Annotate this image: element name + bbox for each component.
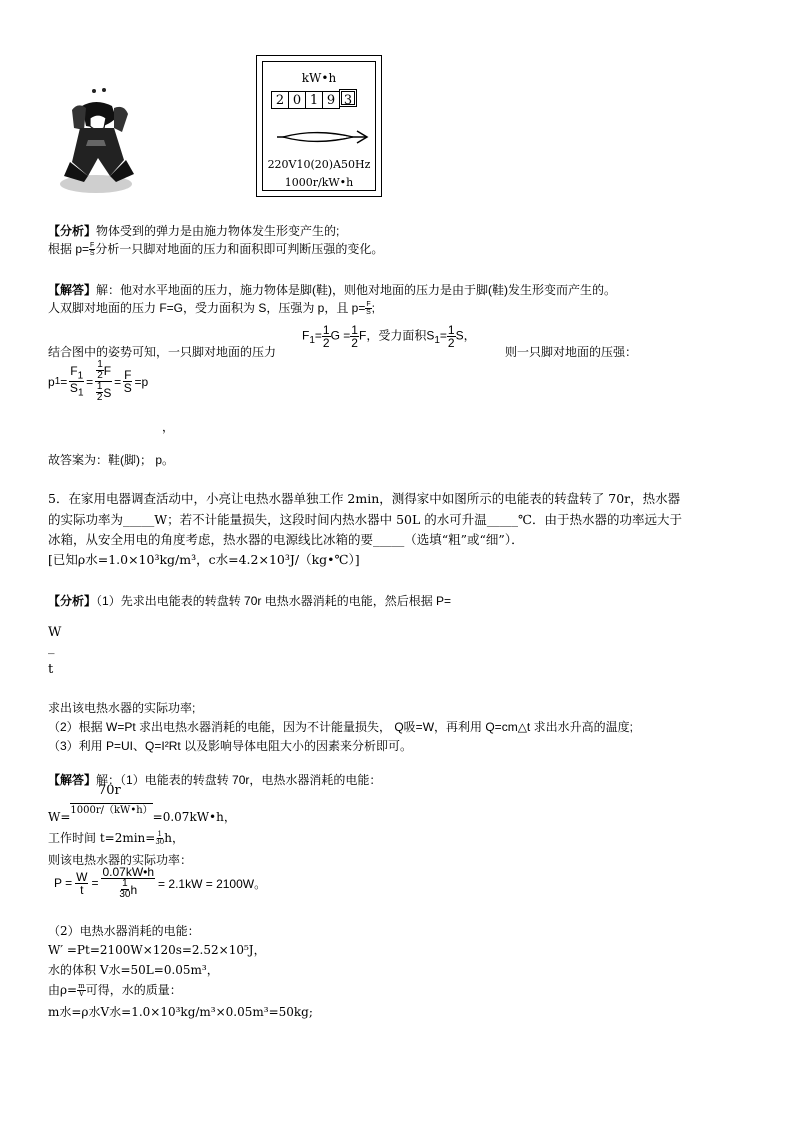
meter-constant: 1000r/kW•h xyxy=(284,176,354,189)
fraction-numerator: 0.07kW•h xyxy=(102,865,155,879)
solution-tag: 【解答】 xyxy=(48,773,97,787)
formula-subscript: 1 xyxy=(434,335,440,347)
formula-subscript: 1 xyxy=(309,335,315,347)
meter-digit: 1 xyxy=(305,91,323,109)
formula-subscript: 1 xyxy=(77,370,84,381)
meter-unit: kW•h xyxy=(301,71,337,85)
fraction-numerator: F xyxy=(366,301,371,309)
q5-analysis-line-2: 求出该电热水器的实际功率; xyxy=(48,701,196,715)
f-over-s xyxy=(123,369,132,394)
fraction-denominator: V xyxy=(78,990,84,998)
analysis-text: （1）先求出电能表的转盘转 70r 电热水器消耗的电能，然后根据 P= xyxy=(96,594,452,608)
meter-digit: 0 xyxy=(288,91,306,109)
formula-text: W= xyxy=(48,810,71,824)
p1-formula xyxy=(48,360,148,403)
solution-text: 解：他对水平地面的压力，施力物体是脚(鞋)，则他对地面的压力是由于脚(鞋)发生形变而产生的。 xyxy=(96,283,617,297)
analysis-text: 分析一只脚对地面的压力和面积即可判断压强的变化。 xyxy=(95,242,384,256)
formula-text: F xyxy=(302,328,310,343)
q4-answer: 故答案为：鞋(脚)； p。 xyxy=(48,453,175,467)
formula-subscript: 1 xyxy=(77,387,84,399)
time-fraction xyxy=(155,831,164,846)
fraction-denominator: S xyxy=(69,381,78,395)
fraction-denominator: S xyxy=(366,309,371,317)
formula-text: = 2.1kW = 2100W。 xyxy=(158,876,267,891)
big-t: t xyxy=(48,662,54,677)
meter-rating: 220V10(20)A50Hz xyxy=(267,158,371,171)
formula-text: 工作时间 t=2min= xyxy=(48,831,156,845)
f1-over-s1 xyxy=(69,365,84,399)
half-fraction xyxy=(322,324,331,349)
fraction-numerator: 1 xyxy=(122,878,128,889)
fraction-numerator: 1 xyxy=(447,323,455,337)
q5-line-3: 冰箱，从安全用电的角度考虑，热水器的电源线比冰箱的要_____（选填“粗”或“细”）． xyxy=(48,532,524,547)
fraction-denominator: S xyxy=(123,381,132,395)
q4-solution-line-2 xyxy=(48,299,375,316)
fraction-numerator: 1 xyxy=(351,323,358,337)
formula-text: = xyxy=(60,374,68,389)
half-f-over-half-s xyxy=(95,360,112,403)
part-2-heading: （2）电热水器消耗的电能： xyxy=(48,924,200,938)
fraction-denominator: S xyxy=(103,385,112,400)
analysis-text: 根据 p= xyxy=(48,242,90,256)
mass-line xyxy=(48,981,182,998)
analysis-text: 物体受到的弹力是由施力物体发生形变产生的; xyxy=(96,224,340,238)
analysis-tag: 【分析】 xyxy=(48,594,97,608)
density-fraction xyxy=(77,983,86,998)
analysis-tag: 【分析】 xyxy=(48,224,97,238)
solution-tag: 【解答】 xyxy=(48,283,97,297)
fraction-denominator: 2 xyxy=(447,336,455,350)
half-fraction xyxy=(96,360,104,381)
fraction-numerator: 1 xyxy=(322,323,330,337)
formula-comma: ， xyxy=(162,420,175,434)
electric-meter xyxy=(256,55,382,197)
fraction-denominator: 2 xyxy=(97,370,103,381)
rotation-arrow-icon xyxy=(277,124,369,150)
fraction-denominator: t xyxy=(80,882,84,897)
q5-analysis-line-3: （2）根据 W=Pt 求出电热水器消耗的电能，因为不计能量损失， Q吸=W，再利用 Q=cm△t 求出水升高的温度; xyxy=(48,720,633,734)
formula-text: = xyxy=(439,328,447,343)
formula-text: h， xyxy=(164,831,184,845)
formula-text: 由ρ= xyxy=(48,983,78,997)
formula-text: p xyxy=(48,374,55,389)
formula-text: S， xyxy=(455,328,476,343)
fraction-numerator: F xyxy=(90,242,95,250)
solution-text: 解：（1）电能表的转盘转 70r，电热水器消耗的电能： xyxy=(96,773,382,787)
q4-solution-line-3a: 结合图中的姿势可知，一只脚对地面的压力 xyxy=(48,345,277,359)
formula-text: = xyxy=(114,374,122,389)
q4-analysis-line-2 xyxy=(48,240,383,257)
fraction-denominator: 30 xyxy=(119,889,131,900)
fraction-numerator: F xyxy=(124,368,132,382)
q4-solution-line-1 xyxy=(48,281,616,298)
q4-analysis-line-1 xyxy=(48,222,339,239)
half-fraction xyxy=(350,324,359,349)
half-fraction xyxy=(447,324,456,349)
formula-text: P = xyxy=(54,876,73,890)
formula-text: =0.07kW•h， xyxy=(152,810,236,824)
w-formula xyxy=(48,805,236,825)
f1-s1-formula xyxy=(302,324,476,349)
q5-analysis-line-4: （3）利用 P=UI、Q=I²Rt 以及影响导体电阻大小的因素来分析即可。 xyxy=(48,739,413,753)
formula-text: =p xyxy=(134,374,149,389)
fraction-numerator: 1 xyxy=(157,830,163,838)
w-over-t xyxy=(75,871,88,896)
fraction-numerator: F xyxy=(70,363,78,378)
meter-digit: 2 xyxy=(271,91,289,109)
mass-calc-line: m水=ρ水V水=1.0×10³kg/m³×0.05m³=50kg; xyxy=(48,1005,313,1019)
fraction-denominator: 2 xyxy=(322,336,330,350)
solution-text: 人双脚对地面的压力 F=G，受力面积为 S，压强为 p，且 p= xyxy=(48,301,366,315)
q5-analysis-line-1 xyxy=(48,592,451,609)
fraction-denominator: 1000r/（kW•h） xyxy=(70,805,153,816)
fraction-denominator: 2 xyxy=(351,336,358,350)
formula-text: 可得，水的质量： xyxy=(85,983,182,997)
fraction-numerator: 1 xyxy=(97,359,103,370)
formula-subscript: 1 xyxy=(54,376,61,387)
fraction-numerator: W xyxy=(76,869,88,884)
fraction-numerator: 1 xyxy=(96,381,103,392)
q5-line-4: [已知ρ水=1.0×10³kg/m³，c水=4.2×10³J/（kg•℃）] xyxy=(48,552,360,567)
fraction-denominator: S xyxy=(89,250,95,258)
fraction-denominator: 30 xyxy=(155,838,165,846)
meter-digit: 3 xyxy=(339,89,357,107)
formula-text: h xyxy=(130,882,138,897)
meter-face xyxy=(262,61,376,191)
q4-solution-line-3b: 则一只脚对地面的压强： xyxy=(505,345,638,359)
formula-text: = xyxy=(91,876,99,890)
solution-text: ; xyxy=(371,301,375,315)
formula-text: G = xyxy=(330,328,351,343)
volume-line: 水的体积 V水=50L=0.05m³， xyxy=(48,963,219,977)
time-line xyxy=(48,829,184,846)
power-intro: 则该电热水器的实际功率： xyxy=(48,853,193,867)
fraction-numerator: m xyxy=(78,982,85,990)
big-w: W xyxy=(48,625,62,640)
w-numerator: 70r xyxy=(98,783,121,798)
w-prime-line: W′ =Pt=2100W×120s=2.52×10⁵J， xyxy=(48,943,266,957)
q5-line-1: 5．在家用电器调查活动中，小亮让电热水器单独工作 2min，测得家中如图所示的电能表的转盘转了 70r，热水器 xyxy=(48,491,681,506)
squatting-man-figure xyxy=(44,80,134,198)
meter-digit: 9 xyxy=(322,91,340,109)
meter-digits xyxy=(271,89,356,109)
half-fraction xyxy=(96,382,104,403)
formula-text: = xyxy=(86,374,94,389)
formula-text: F，受力面积S xyxy=(358,328,435,343)
big-dash: _ xyxy=(48,640,55,655)
time-fraction xyxy=(119,879,130,900)
formula-text: = xyxy=(314,328,322,343)
q5-line-2: 的实际功率为_____W；若不计能量损失，这段时间内热水器中 50L 的水可升温_____℃．由于热水器的功率远大于 xyxy=(48,512,682,527)
fraction-denominator: 2 xyxy=(96,392,103,403)
power-formula xyxy=(54,866,266,900)
fraction-numerator: F xyxy=(103,363,112,378)
energy-over-time xyxy=(101,866,155,900)
